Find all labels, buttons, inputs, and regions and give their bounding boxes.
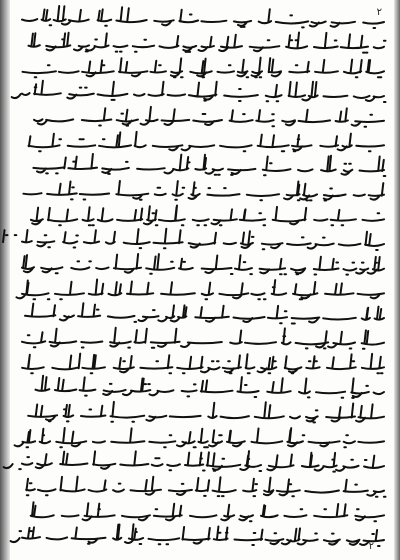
manuscript-line-strokes (22, 328, 384, 349)
manuscript-line (23, 181, 384, 201)
manuscript-line-strokes (25, 303, 384, 323)
manuscript-line (31, 206, 384, 226)
margin-numeral: ٢ (376, 7, 382, 18)
manuscript-line-strokes (11, 524, 384, 546)
manuscript-line (29, 33, 386, 53)
margin-catchword: ٢ (368, 541, 374, 552)
manuscript-line-strokes (23, 181, 384, 201)
manuscript-line (26, 477, 385, 497)
manuscript-line (12, 81, 386, 102)
manuscript-line-strokes (29, 132, 385, 151)
manuscript-line (23, 58, 385, 78)
manuscript-line (36, 376, 385, 398)
manuscript-line-strokes (22, 354, 384, 374)
manuscript-line-strokes (31, 502, 384, 521)
manuscript-line (22, 254, 384, 275)
manuscript-line-strokes (26, 477, 385, 497)
manuscript-line-strokes (34, 107, 384, 127)
manuscript-line-strokes (3, 229, 384, 250)
manuscript-line (22, 328, 384, 349)
manuscript-line (25, 303, 384, 323)
manuscript-line-strokes (12, 81, 386, 102)
manuscript-line-strokes (28, 402, 384, 423)
manuscript-line (11, 524, 384, 546)
manuscript-line-strokes (31, 206, 384, 226)
manuscript-line-strokes (29, 33, 386, 53)
manuscript-line (15, 428, 384, 447)
manuscript-line (22, 6, 384, 28)
manuscript-line-strokes (15, 428, 384, 447)
manuscript-line-strokes (22, 254, 384, 275)
manuscript-line (31, 502, 384, 521)
manuscript-line-strokes (36, 376, 385, 398)
manuscript-line (17, 280, 385, 300)
manuscript-line (29, 132, 385, 151)
manuscript-line-strokes (22, 6, 384, 28)
manuscript-line-strokes (33, 154, 385, 176)
manuscript-line (22, 354, 384, 374)
manuscript-line (28, 402, 384, 423)
manuscript-line-strokes (17, 280, 385, 300)
manuscript-line (33, 154, 385, 176)
manuscript-line (34, 107, 384, 127)
manuscript-line (4, 451, 384, 472)
manuscript-line-strokes (23, 58, 385, 78)
manuscript-line (3, 229, 384, 250)
manuscript-line-strokes (4, 451, 384, 472)
